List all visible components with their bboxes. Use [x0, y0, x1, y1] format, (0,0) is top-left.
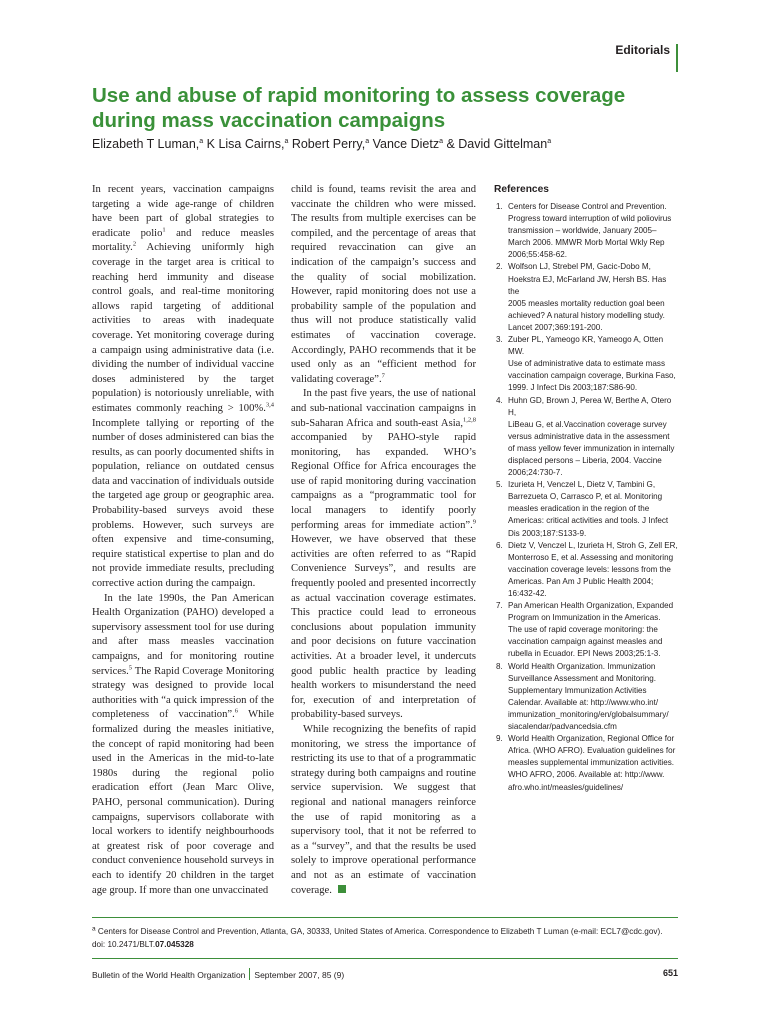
reference-item [494, 395, 678, 480]
citation: 1,2,8 [463, 415, 476, 423]
reference-line: Wolfson LJ, Strebel PM, Gacic-Dobo M, [508, 262, 651, 272]
footnote [92, 925, 678, 951]
reference-line: displaced persons – Liberia, 2004. Vaccine [508, 455, 662, 465]
footnote-rule [92, 917, 678, 918]
journal-name: Bulletin of the World Health Organization [92, 970, 246, 980]
footer-separator [249, 968, 250, 980]
footer-rule [92, 958, 678, 959]
author-name: & David Gittelman [442, 137, 548, 151]
body-paragraph [291, 387, 476, 723]
reference-item [494, 334, 678, 394]
reference-line: World Health Organization. Immunization [508, 661, 656, 671]
reference-line: Surveillance Assessment and Monitoring. [508, 673, 657, 683]
reference-line: Dietz V, Venczel L, Izurieta H, Stroh G, Zell ER, [508, 540, 678, 550]
reference-line: versus administrative data in the assessment [508, 431, 670, 441]
reference-item [494, 479, 678, 539]
reference-line: Americas: critical activities and tools. J Infect [508, 516, 669, 526]
reference-line: LiBeau G, et al.Vaccination coverage survey [508, 419, 667, 429]
footer [92, 968, 344, 980]
citation: 2 [132, 240, 137, 248]
section-label: Editorials [615, 43, 670, 57]
author-name: Vance Dietz [369, 137, 440, 151]
author-name: Elizabeth T Luman, [92, 137, 200, 151]
reference-line: Izurieta H, Venczel L, Dietz V, Tambini G, [508, 480, 656, 490]
body-text: However, we have observed that these activities are often referred to as “Rapid Convenience Surveys”, and results are frequently pooled and presented incorrectly as actual vaccination coverage estimates. This practice could lead to erroneous conclusions about population immunity and poor decisions on future vaccination activities. At a broader level, it undercuts good public health practice by leading health workers to misunderstand the need for, execution of and interpretation of probability-based surveys. [291, 534, 476, 721]
citation: 7 [381, 372, 385, 380]
body-text: In the past five years, the use of national and sub-national vaccination campaigns in sub-Saharan Africa and south-east Asia, [291, 388, 476, 429]
author-affiliation: a [284, 137, 289, 145]
references [494, 183, 678, 794]
reference-line: vaccination campaign coverage, Burkina Faso, [508, 371, 676, 381]
reference-line: siacalendar/padvancedsia.cfm [508, 722, 617, 732]
reference-line: 2006;55:458-62. [508, 250, 567, 260]
body-text: In recent years, vaccination campaigns targeting a wide age-range of children have been part of global strategies to eradicate polio [92, 184, 274, 239]
reference-number: 5. [496, 480, 503, 490]
reference-line: Use of administrative data to estimate mass [508, 359, 665, 369]
reference-line: vaccination campaign against measles and [508, 637, 663, 647]
reference-line: achieved? A natural history modelling study. [508, 310, 665, 320]
reference-line: Barrezueta O, Carrasco P, et al. Monitoring [508, 492, 663, 502]
reference-item [494, 540, 678, 600]
reference-list [494, 201, 678, 794]
body-text: child is found, teams revisit the area and vaccinate the children who were missed. The results from multiple exercises can be compiled, and the percentage of areas that required revaccination can give an indication of the campaign’s success and the quality of social mobilization. However, rapid monitoring does not use a probability sample of the population and thus will not produce statistically valid estimates of vaccination coverage. Accordingly, PAHO recommends that it be used only as an “efficient method for validating coverage”. [291, 184, 476, 385]
citation: 9 [472, 518, 476, 526]
reference-line: 2005 measles mortality reduction goal been [508, 298, 665, 308]
reference-item [494, 600, 678, 660]
reference-line: Monterroso E, et al. Assessing and monitoring [508, 552, 674, 562]
reference-item [494, 733, 678, 793]
citation: 6 [234, 707, 238, 715]
reference-line: Zuber PL, Yameogo KR, Yameogo A, Otten MW. [508, 335, 664, 357]
reference-line: March 2006. MMWR Morb Mortal Wkly Rep [508, 238, 665, 248]
reference-line: immunization_monitoring/en/globalsummary/ [508, 709, 669, 719]
reference-line: Progress toward interruption of wild poliovirus [508, 214, 672, 224]
page-number: 651 [662, 968, 678, 978]
reference-line: Huhn GD, Brown J, Perea W, Berthe A, Otero H, [508, 395, 672, 417]
body-text: While recognizing the benefits of rapid monitoring, we stress the importance of restricting its use to that of a programmatic strategy during both campaigns and routine service supervision. We suggest that regional and national managers reinforce the use of rapid monitoring as a supervisory tool, that it not be referred to as a “survey”, and that the results be used solely to improve operational performance and not as an estimate of vaccination coverage. [291, 723, 476, 896]
body-text: While formalized during the measles initiative, the concept of rapid monitoring had been used in the Americas in the mid-to-late 1980s during the regional polio eradication effort (Jean Marc Olive, PAHO, personal communication). During campaigns, supervisors collaborate with local workers to identify neighbourhoods at greatest risk of poor coverage and conduct convenience household surveys in each to identify 20 children in the target age group. If more than one unvaccinated [92, 709, 275, 896]
reference-line: The use of rapid coverage monitoring: the [508, 625, 658, 635]
reference-line: of mass yellow fever immunization in internally [508, 443, 675, 453]
body-text: Achieving uniformly high coverage in the target area is critical to reaching herd immunity and disease control goals, and real-time monitoring allows rapid targeting of additional activities to areas with inadequate coverage. Yet monitoring coverage during a campaign using administrative data (i.e. dividing the number of individual vaccine doses administered by the target population) is notoriously unreliable, with estimates commonly reaching > 100%. [92, 242, 274, 414]
body-text: Incomplete tallying or reporting of the number of doses administered can bias the results, as can poorly documented shifts in population, reliance on outdated census data and vaccination of individuals outside the targeted age group or geographic area. Probability-based surveys avoid these problems. However, such surveys are often expensive and time-consuming, require statistical expertise to plan and do not provide immediate results, precluding corrective action during the campaign. [92, 417, 274, 590]
author-affiliation: a [547, 137, 552, 145]
body-column-2 [291, 183, 476, 898]
reference-line: vaccination coverage levels: lessons from the [508, 564, 671, 574]
body-column-1 [92, 183, 274, 898]
body-text: In the late 1990s, the Pan American Health Organization (PAHO) developed a supervisory assessment tool for use during and after mass measles vaccination campaigns, and for monitoring routine services. [92, 592, 274, 677]
reference-line: measles eradication in the region of the [508, 504, 650, 514]
author-affiliation: a [365, 137, 370, 145]
reference-line: rubella in Ecuador. EPI News 2003;25:1-3. [508, 649, 661, 659]
reference-line: Africa. (WHO AFRO). Evaluation guidelines for [508, 746, 676, 756]
reference-line: Americas. Pan Am J Public Health 2004; [508, 576, 654, 586]
body-paragraph [92, 183, 274, 592]
section-bar [676, 44, 678, 72]
citation: 1 [162, 226, 166, 234]
reference-line: Centers for Disease Control and Prevention. [508, 202, 667, 211]
reference-line: WHO AFRO, 2006. Available at: http://www. [508, 770, 665, 780]
reference-line: measles supplemental immunization activities. [508, 758, 674, 768]
reference-number: 1. [496, 202, 503, 211]
reference-line: World Health Organization, Regional Office for [508, 734, 675, 744]
reference-line: 16:432-42. [508, 589, 547, 598]
citation: 5 [128, 664, 133, 672]
article-title: Use and abuse of rapid monitoring to assess coverage during mass vaccination campaigns [92, 84, 626, 132]
reference-line: afro.who.int/measles/guidelines/ [508, 782, 624, 792]
reference-number: 3. [496, 335, 503, 345]
reference-line: transmission – worldwide, January 2005– [508, 226, 657, 236]
reference-number: 8. [496, 661, 503, 671]
reference-line: Program on Immunization in the Americas. [508, 613, 661, 623]
reference-line: Pan American Health Organization, Expanded [508, 601, 674, 611]
author-affiliation: a [199, 137, 204, 145]
author-name: K Lisa Cairns, [203, 137, 285, 151]
reference-line: Hoekstra EJ, McFarland JW, Hersh BS. Has the [508, 274, 667, 296]
reference-number: 2. [496, 262, 503, 272]
reference-line: 1999. J Infect Dis 2003;187:S86-90. [508, 383, 638, 393]
body-text: The Rapid Coverage Monitoring strategy was designed to provide local authorities with “a quick impression of the completeness of vaccination”. [92, 665, 274, 721]
body-text: and reduce measles mortality. [92, 227, 274, 254]
reference-item [494, 201, 678, 261]
body-paragraph [291, 183, 476, 387]
references-heading: References [494, 184, 549, 195]
doi: doi: 10.2471/BLT.07.045328 [92, 940, 194, 949]
body-paragraph [92, 592, 274, 898]
affiliation-footnote: $^a$ Centers for Disease Control and Prevention, Atlanta, GA, 30333, United States of America. Correspondence to Elizabeth T Luman (e-mail: ECL7@cdc.gov). [92, 925, 663, 936]
body-text: accompanied by PAHO-style rapid monitoring, has expanded. WHO’s Regional Office for Africa encourages the use of rapid monitoring during vaccination campaigns as a “programmatic tool for local managers to identify poorly performing areas for immediate action”. [291, 432, 476, 531]
reference-item [494, 261, 678, 334]
author-name: Robert Perry, [288, 137, 366, 151]
end-mark [338, 885, 346, 893]
issue-info: September 2007, 85 (9) [254, 970, 345, 980]
author-list [92, 137, 692, 151]
reference-line: Lancet 2007;369:191-200. [508, 322, 603, 332]
reference-item [494, 661, 678, 734]
reference-number: 6. [496, 540, 503, 550]
body-paragraph [291, 723, 476, 898]
reference-line: Dis 2003;187:S133-9. [508, 528, 587, 538]
reference-line: Supplementary Immunization Activities [508, 685, 647, 695]
reference-number: 4. [496, 395, 503, 405]
citation: 3,4 [265, 401, 274, 409]
author-affiliation: a [439, 137, 443, 145]
reference-line: Calendar. Available at: http://www.who.int/ [508, 697, 659, 707]
reference-number: 7. [496, 601, 503, 611]
reference-line: 2006;24:730-7. [508, 468, 563, 478]
reference-number: 9. [496, 734, 503, 744]
